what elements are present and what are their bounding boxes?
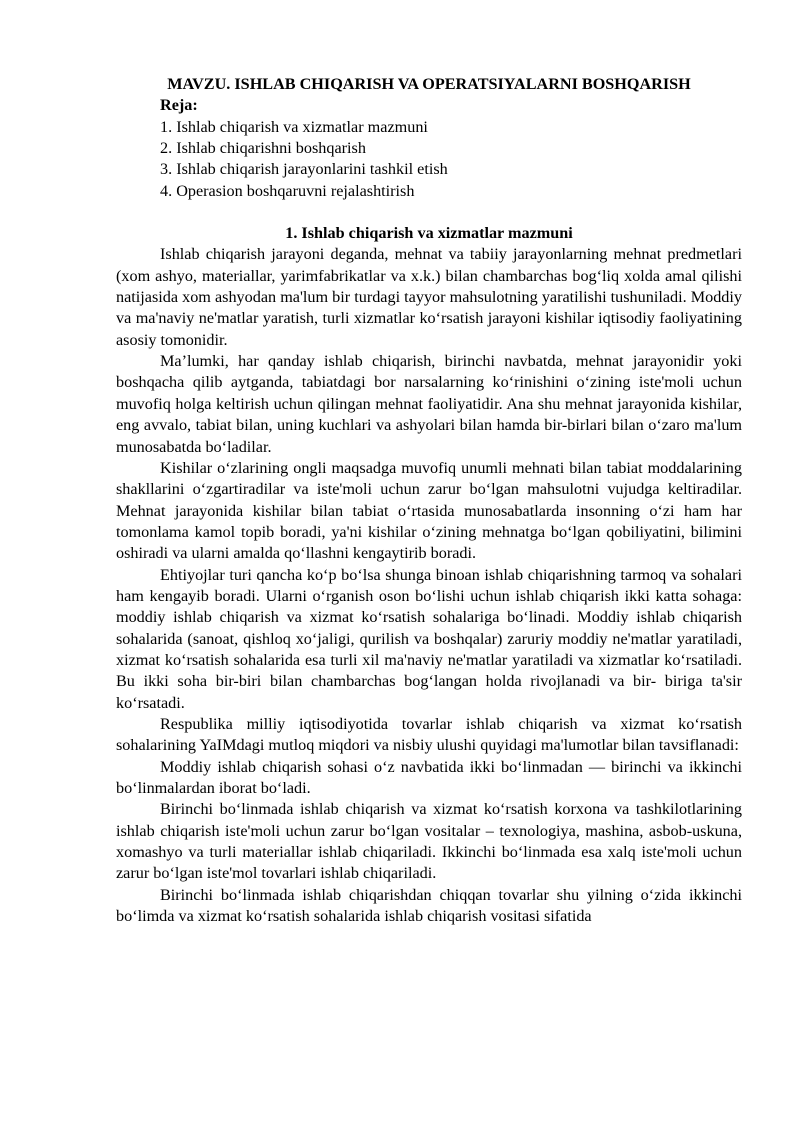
body-paragraph: Birinchi boʻlinmada ishlab chiqarishdan chiqqan tovarlar shu yilning oʻzida ikkinchi boʻlimda va xizmat koʻrsatish sohalarida ishlab chiqarish vositasi sifatida <box>116 885 742 926</box>
plan-item: 3. Ishlab chiqarish jarayonlarini tashkil etish <box>160 160 448 179</box>
plan-list <box>116 117 742 202</box>
body-paragraph: Ehtiyojlar turi qancha koʻp boʻlsa shunga binoan ishlab chiqarishning tarmoq va sohalari ham kengayib boradi. Ularni oʻrganish oson boʻlishi uchun ishlab chiqarish ikki katta sohaga: moddiy ishlab chiqarish va xizmat koʻrsatish sohalariga boʻlinadi. Moddiy ishlab chiqarish sohalarida (sanoat, qishloq xoʻjaligi, qurilish va boshqalar) zaruriy moddiy ne'matlar yaratiladi, xizmat koʻrsatish sohalarida esa turli xil ma'naviy ne'matlar yaratiladi va xizmatlar koʻrsatiladi. Bu ikki soha bir-biri bilan chambarchas bogʻlangan holda rivojlanadi va bir- biriga ta'sir koʻrsatadi. <box>116 565 742 712</box>
document-title: MAVZU. ISHLAB CHIQARISH VA OPERATSIYALARNI BOSHQARISH <box>167 75 691 93</box>
body-paragraph: Kishilar oʻzlarining ongli maqsadga muvofiq unumli mehnati bilan tabiat moddalarining shakllarini oʻzgartiradilar va iste'moli uchun zarur boʻlgan mahsulotni vujudga keltiradilar. Mehnat jarayonida kishilar bilan tabiat oʻrtasida munosabatlarda insonning oʻzi ham har tomonlama kamol topib boradi, ya'ni kishilar oʻzining mehnatga boʻlgan qobiliyatini, bilimini oshiradi va ularni amalda qoʻllashni kengaytirib boradi. <box>116 458 742 563</box>
body-paragraph: Ishlab chiqarish jarayoni deganda, mehnat va tabiiy jarayonlarning mehnat predmetlari (xom ashyo, materiallar, yarimfabrikatlar va x.k.) bilan chambarchas bogʻliq xolda amal qilishi natijasida xom ashyodan ma'lum bir turdagi tayyor mahsulotning yaratilishi tushuniladi. Moddiy va ma'naviy ne'matlar yaratish, turli xizmatlar koʻrsatish jarayoni kishilar iqtisodiy faoliyatining asosiy tomonidir. <box>116 245 742 349</box>
plan-heading: Reja: <box>160 96 198 115</box>
plan-item: 4. Operasion boshqaruvni rejalashtirish <box>160 181 415 200</box>
body-paragraph: Respublika milliy iqtisodiyotida tovarlar ishlab chiqarish va xizmat koʻrsatish sohalarining YaIMdagi mutloq miqdori va nisbiy ulushi quyidagi ma'lumotlar bilan tavsiflanadi: <box>116 714 742 755</box>
plan-item: 2. Ishlab chiqarishni boshqarish <box>160 139 366 158</box>
body-paragraph: Moddiy ishlab chiqarish sohasi oʻz navbatida ikki boʻlinmadan — birinchi va ikkinchi boʻlinmalardan iborat boʻladi. <box>116 757 742 797</box>
body-paragraph: Birinchi boʻlinmada ishlab chiqarish va xizmat koʻrsatish korxona va tashkilotlarining ishlab chiqarish iste'moli uchun zarur boʻlgan vositalar – texnologiya, mashina, asbob-uskuna, xomashyo va turli materiallar ishlab chiqariladi. Ikkinchi boʻlinmada esa xalq iste'moli uchun zarur boʻlgan iste'mol tovarlari ishlab chiqariladi. <box>116 800 742 883</box>
section-heading: 1. Ishlab chiqarish va xizmatlar mazmuni <box>285 224 573 243</box>
plan-item: 1. Ishlab chiqarish va xizmatlar mazmuni <box>160 117 428 136</box>
document-page <box>116 74 742 927</box>
body-paragraph: Ma’lumki, har qanday ishlab chiqarish, birinchi navbatda, mehnat jarayonidir yoki boshqacha qilib aytganda, tabiatdagi bor narsalarning koʻrinishini oʻzining iste'moli uchun muvofiq holga keltirish uchun qilingan mehnat faoliyatidir. Ana shu mehnat jarayonida kishilar, eng avvalo, tabiat bilan, uning kuchlari va ashyolari bilan hamda bir-birlari bilan oʻzaro ma'lum munosabatda boʻladilar. <box>116 352 742 456</box>
